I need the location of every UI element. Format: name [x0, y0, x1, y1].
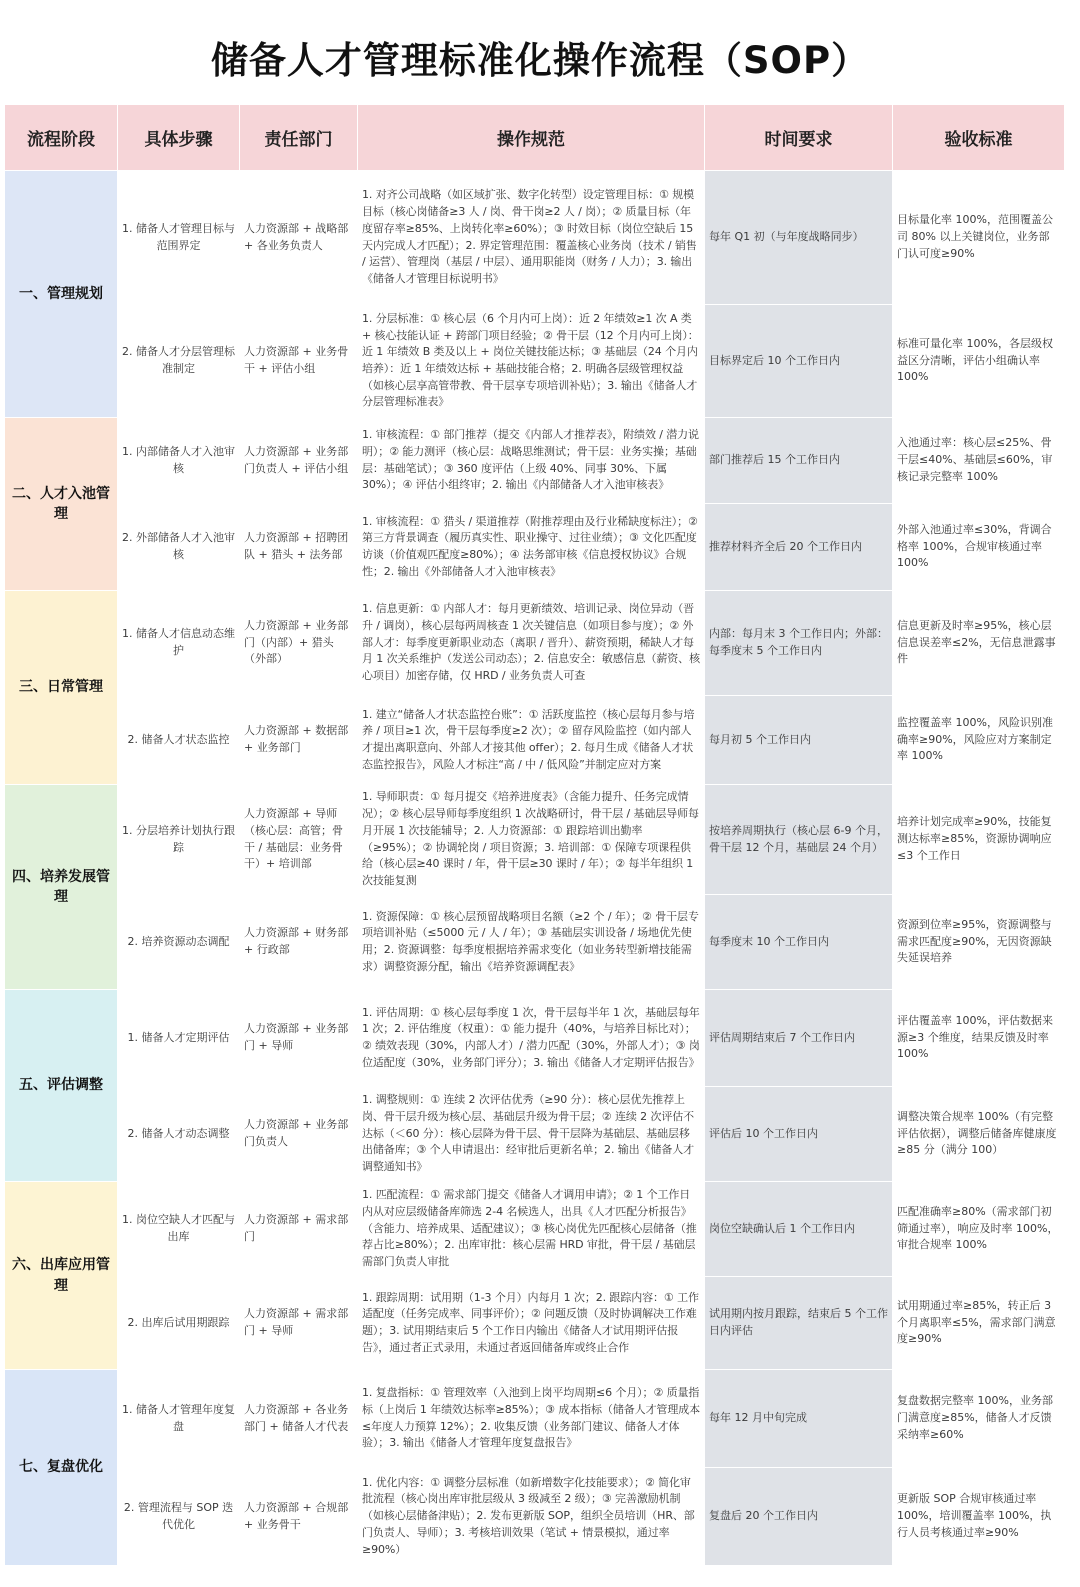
stage-cell-1 [5, 171, 118, 418]
time-cell: 推荐材料齐全后 20 个工作日内 [705, 504, 893, 591]
time-cell: 评估后 10 个工作日内 [705, 1087, 893, 1182]
table-row [5, 305, 1065, 418]
accept-cell: 资源到位率≥95%，资源调整与需求匹配度≥90%，无因资源缺失延误培养 [893, 895, 1065, 990]
time-cell: 岗位空缺确认后 1 个工作日内 [705, 1182, 893, 1277]
dept-cell: 人力资源部 + 业务骨干 + 评估小组 [240, 305, 358, 418]
table-row [5, 990, 1065, 1087]
table-row [5, 171, 1065, 305]
table-row [5, 591, 1065, 696]
spec-cell: 1. 调整规则：① 连续 2 次评估优秀（≥90 分）：核心层优先推荐上岗、骨干层升级为核心层、基础层升级为骨干层；② 连续 2 次评估不达标（＜60 分）：核心层降为骨干层、骨干层降为基础层、基础层移出储备库；③ 个人申请退出：经审批后更新名单；2. 输出《储备人才调整通知书》 [358, 1087, 705, 1182]
spec-cell: 1. 建立“储备人才状态监控台账”：① 活跃度监控（核心层每月参与培养 / 项目≥1 次，骨干层每季度≥2 次）；② 留存风险监控（如内部人才提出离职意向、外部人才接其他 offer）；2. 每月生成《储备人才状态监控报告》，风险人才标注“高 / 中 / 低风险”并制定应对方案 [358, 696, 705, 785]
table-row [5, 696, 1065, 785]
step-cell: 2. 培养资源动态调配 [118, 895, 240, 990]
step-cell: 1. 内部储备人才入池审核 [118, 418, 240, 504]
step-cell: 1. 储备人才信息动态维护 [118, 591, 240, 696]
time-cell: 每年 12 月中旬完成 [705, 1370, 893, 1468]
accept-cell: 外部入池通过率≤30%，背调合格率 100%，合规审核通过率 100% [893, 504, 1065, 591]
stage-label: 一、管理规划 [19, 285, 103, 302]
spec-cell: 1. 匹配流程：① 需求部门提交《储备人才调用申请》；② 1 个工作日内从对应层级储备库筛选 2-4 名候选人，出具《人才匹配分析报告》（含能力、培养成果、适配建议）；③ 核心岗优先匹配核心层储备（推荐占比≥80%）；2. 出库审批：核心层需 HRD 审批，骨干层 / 基础层需部门负责人审批 [358, 1182, 705, 1277]
accept-cell: 调整决策合规率 100%（有完整评估依据），调整后储备库健康度≥85 分（满分 100） [893, 1087, 1065, 1182]
spec-cell: 1. 信息更新：① 内部人才：每月更新绩效、培训记录、岗位异动（晋升 / 调岗），核心层每两周核查 1 次关键信息（如项目参与度）；② 外部人才：每季度更新职业动态（离职 / 晋升）、薪资预期，稀缺人才每月 1 次关系维护（发送公司动态）；2. 信息安全：敏感信息（薪资、核心项目）加密存储，仅 HRD / 业务负责人可查 [358, 591, 705, 696]
header-row [5, 105, 1065, 171]
dept-cell: 人力资源部 + 财务部 + 行政部 [240, 895, 358, 990]
spec-cell: 1. 导师职责：① 每月提交《培养进度表》（含能力提升、任务完成情况）；② 核心层导师每季度组织 1 次战略研讨，骨干层 / 基础层导师每月开展 1 次技能辅导；2. 人力资源部：① 跟踪培训出勤率（≥95%）；② 协调轮岗 / 项目资源；3. 培训部：① 保障专项课程供给（核心层≥40 课时 / 年，骨干层≥30 课时 / 年）；② 每半年组织 1 次技能复测 [358, 785, 705, 895]
table-row [5, 1182, 1065, 1277]
dept-cell: 人力资源部 + 业务部门负责人 [240, 1087, 358, 1182]
dept-cell: 人力资源部 + 需求部门 + 导师 [240, 1277, 358, 1370]
stage-cell-3 [5, 591, 118, 785]
step-cell: 2. 储备人才状态监控 [118, 696, 240, 785]
time-cell: 内部：每月末 3 个工作日内；外部：每季度末 5 个工作日内 [705, 591, 893, 696]
dept-cell: 人力资源部 + 需求部门 [240, 1182, 358, 1277]
accept-cell: 信息更新及时率≥95%，核心层信息误差率≤2%，无信息泄露事件 [893, 591, 1065, 696]
step-cell: 1. 储备人才管理目标与范围界定 [118, 171, 240, 305]
accept-cell: 目标量化率 100%，范围覆盖公司 80% 以上关键岗位，业务部门认可度≥90% [893, 171, 1065, 305]
spec-cell: 1. 评估周期：① 核心层每季度 1 次，骨干层每半年 1 次，基础层每年 1 次；2. 评估维度（权重）：① 能力提升（40%，与培养目标比对）；② 绩效表现（30%，内部人才）/ 潜力匹配（30%，外部人才）；③ 岗位适配度（30%，业务部门评分）；3. 输出《储备人才定期评估报告》 [358, 990, 705, 1087]
table-row [5, 1468, 1065, 1566]
stage-cell-5 [5, 990, 118, 1182]
spec-cell: 1. 对齐公司战略（如区域扩张、数字化转型）设定管理目标：① 规模目标（核心岗储备≥3 人 / 岗、骨干岗≥2 人 / 岗）；② 质量目标（年度留存率≥85%、上岗转化率≥60%）；③ 时效目标（岗位空缺后 15 天内完成人才匹配）；2. 界定管理范围：覆盖核心业务岗（技术 / 销售 / 运营）、管理岗（基层 / 中层）、通用职能岗（财务 / 人力）；3. 输出《储备人才管理目标说明书》 [358, 171, 705, 305]
time-cell: 按培养周期执行（核心层 6-9 个月，骨干层 12 个月，基础层 24 个月） [705, 785, 893, 895]
stage-cell-7 [5, 1370, 118, 1566]
document-title: 储备人才管理标准化操作流程（SOP） [210, 39, 870, 82]
step-cell: 2. 管理流程与 SOP 迭代优化 [118, 1468, 240, 1566]
spec-cell: 1. 审核流程：① 部门推荐（提交《内部人才推荐表》，附绩效 / 潜力说明）；② 能力测评（核心层：战略思维测试；骨干层：业务实操；基础层：基础笔试）；③ 360 度评估（上级 40%、同事 30%、下属 30%）；④ 评估小组终审；2. 输出《内部储备人才入池审核表》 [358, 418, 705, 504]
dept-cell: 人力资源部 + 招聘团队 + 猎头 + 法务部 [240, 504, 358, 591]
stage-label: 三、日常管理 [19, 679, 103, 696]
stage-label: 五、评估调整 [19, 1077, 103, 1094]
dept-cell: 人力资源部 + 导师（核心层：高管；骨干 / 基础层：业务骨干）+ 培训部 [240, 785, 358, 895]
header-dept: 责任部门 [240, 105, 358, 171]
accept-cell: 匹配准确率≥80%（需求部门初筛通过率），响应及时率 100%，审批合规率 100% [893, 1182, 1065, 1277]
spec-cell: 1. 复盘指标：① 管理效率（入池到上岗平均周期≤6 个月）；② 质量指标（上岗后 1 年绩效达标率≥85%）；③ 成本指标（储备人才管理成本≤年度人力预算 12%）；2. 收集反馈（业务部门建议、储备人才体验）；3. 输出《储备人才管理年度复盘报告》 [358, 1370, 705, 1468]
step-cell: 1. 储备人才定期评估 [118, 990, 240, 1087]
stage-label: 七、复盘优化 [19, 1459, 103, 1476]
stage-cell-2 [5, 418, 118, 591]
stage-cell-4 [5, 785, 118, 990]
time-cell: 复盘后 20 个工作日内 [705, 1468, 893, 1566]
dept-cell: 人力资源部 + 合规部 + 业务骨干 [240, 1468, 358, 1566]
step-cell: 1. 岗位空缺人才匹配与出库 [118, 1182, 240, 1277]
time-cell: 每月初 5 个工作日内 [705, 696, 893, 785]
header-stage: 流程阶段 [5, 105, 118, 171]
spec-cell: 1. 分层标准：① 核心层（6 个月内可上岗）：近 2 年绩效≥1 次 A 类 + 核心技能认证 + 跨部门项目经验；② 骨干层（12 个月内可上岗）：近 1 年绩效 B 类及以上 + 岗位关键技能达标；③ 基础层（24 个月内培养）：近 1 年绩效达标 + 基础技能合格；2. 明确各层级管理权益（如核心层享高管带教、骨干层享专项培训补贴）；3. 输出《储备人才分层管理标准表》 [358, 305, 705, 418]
dept-cell: 人力资源部 + 业务部门负责人 + 评估小组 [240, 418, 358, 504]
stage-label: 二、人才入池管理 [12, 485, 110, 522]
header-time: 时间要求 [705, 105, 893, 171]
dept-cell: 人力资源部 + 战略部 + 各业务负责人 [240, 171, 358, 305]
dept-cell: 人力资源部 + 各业务部门 + 储备人才代表 [240, 1370, 358, 1468]
step-cell: 1. 储备人才管理年度复盘 [118, 1370, 240, 1468]
spec-cell: 1. 审核流程：① 猎头 / 渠道推荐（附推荐理由及行业稀缺度标注）；② 第三方背景调查（履历真实性、职业操守、过往业绩）；③ 文化匹配度访谈（价值观匹配度≥80%）；④ 法务部审核《信息授权协议》合规性；2. 输出《外部储备人才入池审核表》 [358, 504, 705, 591]
step-cell: 2. 储备人才分层管理标准制定 [118, 305, 240, 418]
table-row [5, 895, 1065, 990]
header-step: 具体步骤 [118, 105, 240, 171]
table-row [5, 785, 1065, 895]
step-cell: 2. 出库后试用期跟踪 [118, 1277, 240, 1370]
header-spec: 操作规范 [358, 105, 705, 171]
time-cell: 试用期内按月跟踪，结束后 5 个工作日内评估 [705, 1277, 893, 1370]
spec-cell: 1. 资源保障：① 核心层预留战略项目名额（≥2 个 / 年）；② 骨干层专项培训补贴（≤5000 元 / 人 / 年）；③ 基础层实训设备 / 场地优先使用；2. 资源调整：每季度根据培养需求变化（如业务转型新增技能需求）调整资源分配，输出《培养资源调配表》 [358, 895, 705, 990]
accept-cell: 入池通过率：核心层≤25%、骨干层≤40%、基础层≤60%，审核记录完整率 100% [893, 418, 1065, 504]
stage-label: 四、培养发展管理 [12, 868, 110, 905]
table-row [5, 1087, 1065, 1182]
step-cell: 1. 分层培养计划执行跟踪 [118, 785, 240, 895]
time-cell: 每年 Q1 初（与年度战略同步） [705, 171, 893, 305]
stage-label: 六、出库应用管理 [12, 1257, 110, 1294]
stage-cell-6 [5, 1182, 118, 1370]
dept-cell: 人力资源部 + 业务部门（内部）+ 猎头（外部） [240, 591, 358, 696]
time-cell: 目标界定后 10 个工作日内 [705, 305, 893, 418]
step-cell: 2. 外部储备人才入池审核 [118, 504, 240, 591]
accept-cell: 复盘数据完整率 100%，业务部门满意度≥85%，储备人才反馈采纳率≥60% [893, 1370, 1065, 1468]
time-cell: 部门推荐后 15 个工作日内 [705, 418, 893, 504]
accept-cell: 监控覆盖率 100%，风险识别准确率≥90%，风险应对方案制定率 100% [893, 696, 1065, 785]
step-cell: 2. 储备人才动态调整 [118, 1087, 240, 1182]
accept-cell: 评估覆盖率 100%，评估数据来源≥3 个维度，结果反馈及时率 100% [893, 990, 1065, 1087]
accept-cell: 试用期通过率≥85%，转正后 3 个月离职率≤5%，需求部门满意度≥90% [893, 1277, 1065, 1370]
table-row [5, 1370, 1065, 1468]
dept-cell: 人力资源部 + 业务部门 + 导师 [240, 990, 358, 1087]
accept-cell: 培养计划完成率≥90%，技能复测达标率≥85%，资源协调响应≤3 个工作日 [893, 785, 1065, 895]
header-accept: 验收标准 [893, 105, 1065, 171]
sop-table [4, 104, 1065, 1566]
accept-cell: 标准可量化率 100%，各层级权益区分清晰，评估小组确认率 100% [893, 305, 1065, 418]
dept-cell: 人力资源部 + 数据部 + 业务部门 [240, 696, 358, 785]
accept-cell: 更新版 SOP 合规审核通过率 100%，培训覆盖率 100%，执行人员考核通过率≥90% [893, 1468, 1065, 1566]
spec-cell: 1. 优化内容：① 调整分层标准（如新增数字化技能要求）；② 简化审批流程（核心岗出库审批层级从 3 级减至 2 级）；③ 完善激励机制（如核心层储备津贴）；2. 发布更新版 SOP，组织全员培训（HR、部门负责人、导师）；3. 考核培训效果（笔试 + 情景模拟，通过率≥90%） [358, 1468, 705, 1566]
time-cell: 每季度末 10 个工作日内 [705, 895, 893, 990]
table-row [5, 504, 1065, 591]
spec-cell: 1. 跟踪周期：试用期（1-3 个月）内每月 1 次；2. 跟踪内容：① 工作适配度（任务完成率、同事评价）；② 问题反馈（及时协调解决工作难题）；3. 试用期结束后 5 个工作日内输出《储备人才试用期评估报告》，通过者正式录用，未通过者返回储备库或终止合作 [358, 1277, 705, 1370]
time-cell: 评估周期结束后 7 个工作日内 [705, 990, 893, 1087]
table-row [5, 418, 1065, 504]
table-row [5, 1277, 1065, 1370]
